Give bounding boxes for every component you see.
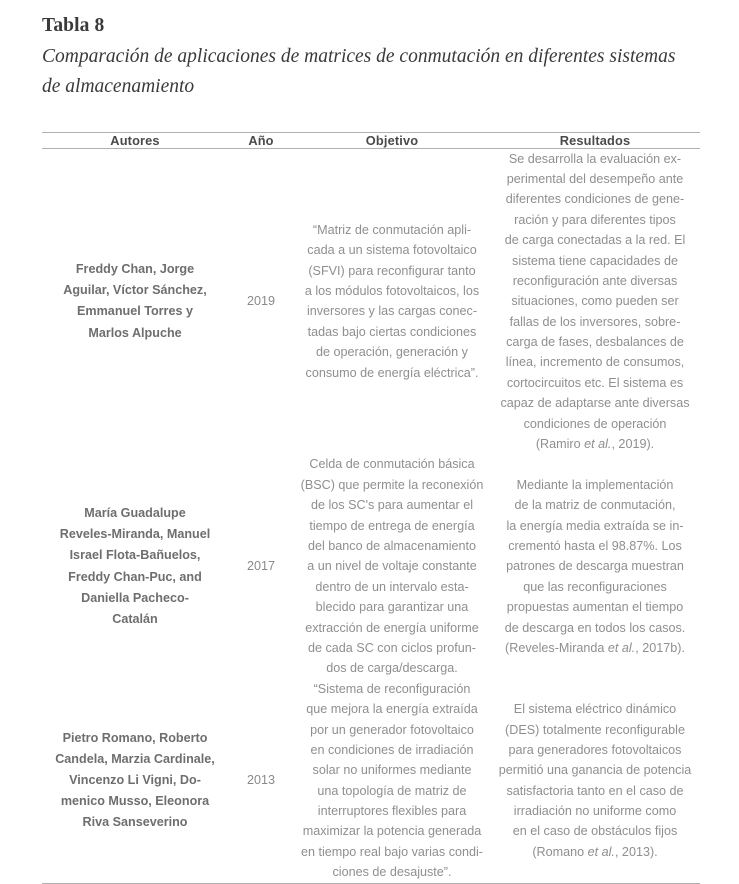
text-line: de operación, generación y	[316, 345, 468, 360]
text-line: carga de fases, desbalances de	[506, 335, 684, 350]
text-line: irradiación no uniforme como	[513, 804, 677, 819]
autores-text	[42, 259, 228, 344]
citation-etal: et al.	[584, 437, 612, 452]
cell-resultados	[490, 454, 700, 678]
autores-text	[42, 728, 228, 834]
text-line: dos de carga/descarga.	[326, 661, 458, 676]
text-line: consumo de energía eléctrica”.	[305, 365, 479, 380]
text-line: “Matriz de conmutación apli-	[312, 222, 472, 237]
text-line: crementó hasta el 98.87%. Los	[508, 538, 682, 553]
citation-etal: et al.	[587, 844, 615, 859]
text-line: cada a un sistema fotovoltaico	[307, 243, 477, 258]
text-line: Daniella Pacheco-	[81, 590, 189, 605]
text-line: situaciones, como pueden ser	[511, 294, 679, 309]
text-line: a un nivel de voltaje constante	[307, 559, 477, 574]
column-header-objetivo: Objetivo	[365, 132, 419, 148]
text-line: (BSC) que permite la reconexión	[300, 477, 484, 492]
cell-anio: 2013	[246, 773, 276, 788]
text-line: cortocircuitos etc. El sistema es	[506, 375, 684, 390]
cell-objetivo	[294, 679, 490, 883]
resultados-text	[490, 475, 700, 659]
table-container	[42, 132, 697, 884]
resultados-text	[490, 149, 700, 455]
text-line: solar no uniformes mediante	[312, 763, 472, 778]
table-row	[42, 149, 700, 455]
table-row	[42, 679, 700, 883]
text-line: Catalán	[112, 611, 158, 626]
cell-autores	[42, 679, 228, 883]
objetivo-text	[294, 679, 490, 883]
citation-suffix: , 2019).	[611, 437, 655, 452]
objetivo-text	[294, 220, 490, 383]
text-line: para generadores fotovoltaicos	[508, 742, 682, 757]
column-header-resultados: Resultados	[559, 132, 631, 148]
text-line: tiempo de entrega de energía	[309, 518, 475, 533]
text-line: sistema tiene capacidades de	[512, 253, 678, 268]
text-line: Vincenzo Li Vigni, Do-	[69, 773, 201, 788]
text-line: menico Musso, Eleonora	[60, 794, 210, 809]
text-line: inversores y las cargas conec-	[306, 304, 478, 319]
comparison-table	[42, 133, 700, 883]
autores-text	[42, 503, 228, 630]
table-header-row	[42, 133, 700, 148]
text-line: patrones de descarga muestran	[506, 559, 684, 574]
text-line: del banco de almacenamiento	[307, 538, 477, 553]
text-line: de cada SC con ciclos profun-	[307, 640, 476, 655]
text-line: Pietro Romano, Roberto	[62, 730, 208, 745]
table-body	[42, 149, 700, 883]
column-header-anio: Año	[248, 132, 274, 148]
text-line: María Guadalupe	[84, 506, 186, 521]
table-number: Tabla 8	[42, 15, 105, 36]
resultados-text	[490, 699, 700, 862]
text-line: Riva Sanseverino	[82, 815, 188, 830]
text-line: que mejora la energía extraída	[306, 702, 478, 717]
cell-anio: 2017	[246, 559, 276, 574]
text-line: El sistema eléctrico dinámico	[513, 702, 677, 717]
text-line: Candela, Marzia Cardinale,	[55, 751, 215, 766]
text-line: tadas bajo ciertas condiciones	[307, 324, 477, 339]
text-line: a los módulos fotovoltaicos, los	[304, 284, 480, 299]
text-line: (SFVI) para reconfigurar tanto	[308, 263, 476, 278]
citation-suffix: , 2017b).	[635, 640, 685, 655]
table-row	[42, 454, 700, 678]
text-line: blecido para garantizar una	[315, 600, 469, 615]
text-line: ciones de desajuste”.	[332, 865, 452, 880]
text-line: Freddy Chan, Jorge	[75, 262, 195, 277]
cell-autores	[42, 149, 228, 455]
text-line: Se desarrolla la evaluación ex-	[508, 151, 682, 166]
text-line: la energía media extraída se in-	[506, 518, 684, 533]
table-bottom-rule	[42, 883, 700, 884]
text-line: de carga conectadas a la red. El	[504, 233, 686, 248]
citation-prefix: (Romano	[532, 844, 588, 859]
text-line: satisfactoria tanto en el caso de	[506, 783, 684, 798]
text-line: capaz de adaptarse ante diversas	[500, 396, 690, 411]
text-line: Marlos Alpuche	[88, 325, 182, 340]
text-line: en tiempo real bajo varias condi-	[300, 844, 483, 859]
text-line: fallas de los inversores, sobre-	[509, 314, 681, 329]
text-line: Freddy Chan-Puc, and	[68, 569, 202, 584]
text-line: en condiciones de irradiación	[310, 742, 474, 757]
text-line: Mediante la implementación	[516, 477, 674, 492]
text-line: Aguilar, Víctor Sánchez,	[63, 283, 207, 298]
text-line: reconfiguración ante diversas	[512, 273, 678, 288]
objetivo-text	[294, 454, 490, 678]
cell-anio: 2019	[246, 294, 276, 309]
text-line: maximizar la potencia generada	[302, 824, 482, 839]
text-line: línea, incremento de consumos,	[505, 355, 685, 370]
text-line: permitió una ganancia de potencia	[498, 763, 692, 778]
citation-prefix: (Ramiro	[535, 437, 585, 452]
citation-prefix: (Reveles-Miranda	[505, 640, 608, 655]
cell-objetivo	[294, 149, 490, 455]
text-line: de la matriz de conmutación,	[514, 498, 676, 513]
text-line: de descarga en todos los casos.	[504, 620, 686, 635]
citation-suffix: , 2013).	[614, 844, 658, 859]
text-line: Celda de conmutación básica	[309, 457, 475, 472]
text-line: Emmanuel Torres y	[77, 304, 193, 319]
text-line: de los SC's para aumentar el	[310, 498, 473, 513]
text-line: perimental del desempeño ante	[506, 171, 684, 186]
cell-resultados	[490, 149, 700, 455]
text-line: ración y para diferentes tipos	[514, 212, 676, 227]
citation-line	[490, 842, 700, 862]
text-line: interruptores flexibles para	[317, 804, 467, 819]
text-line: propuestas aumentan el tiempo	[506, 600, 684, 615]
text-line: (DES) totalmente reconfigurable	[505, 722, 685, 737]
cell-resultados	[490, 679, 700, 883]
text-line: extracción de energía uniforme	[305, 620, 479, 635]
text-line: “Sistema de reconfiguración	[313, 681, 471, 696]
text-line: Israel Flota-Bañuelos,	[69, 548, 201, 563]
citation-etal: et al.	[607, 640, 636, 655]
text-line: una topología de matriz de	[317, 783, 467, 798]
text-line: condiciones de operación	[523, 416, 667, 431]
table-caption	[42, 0, 697, 102]
text-line: en el caso de obstáculos fijos	[512, 824, 678, 839]
citation-line	[490, 638, 700, 658]
text-line: que las reconfiguraciones	[523, 579, 667, 594]
cell-autores	[42, 454, 228, 678]
text-line: diferentes condiciones de gene-	[505, 192, 685, 207]
cell-objetivo	[294, 454, 490, 678]
text-line: dentro de un intervalo esta-	[315, 579, 469, 594]
column-header-autores: Autores	[110, 132, 160, 148]
table-head	[42, 133, 700, 149]
text-line: Reveles-Miranda, Manuel	[59, 527, 211, 542]
table-title: Comparación de aplicaciones de matrices de conmutación en diferentes sistemas de almacenamiento	[42, 46, 676, 97]
citation-line	[490, 434, 700, 454]
text-line: por un generador fotovoltaico	[310, 722, 474, 737]
